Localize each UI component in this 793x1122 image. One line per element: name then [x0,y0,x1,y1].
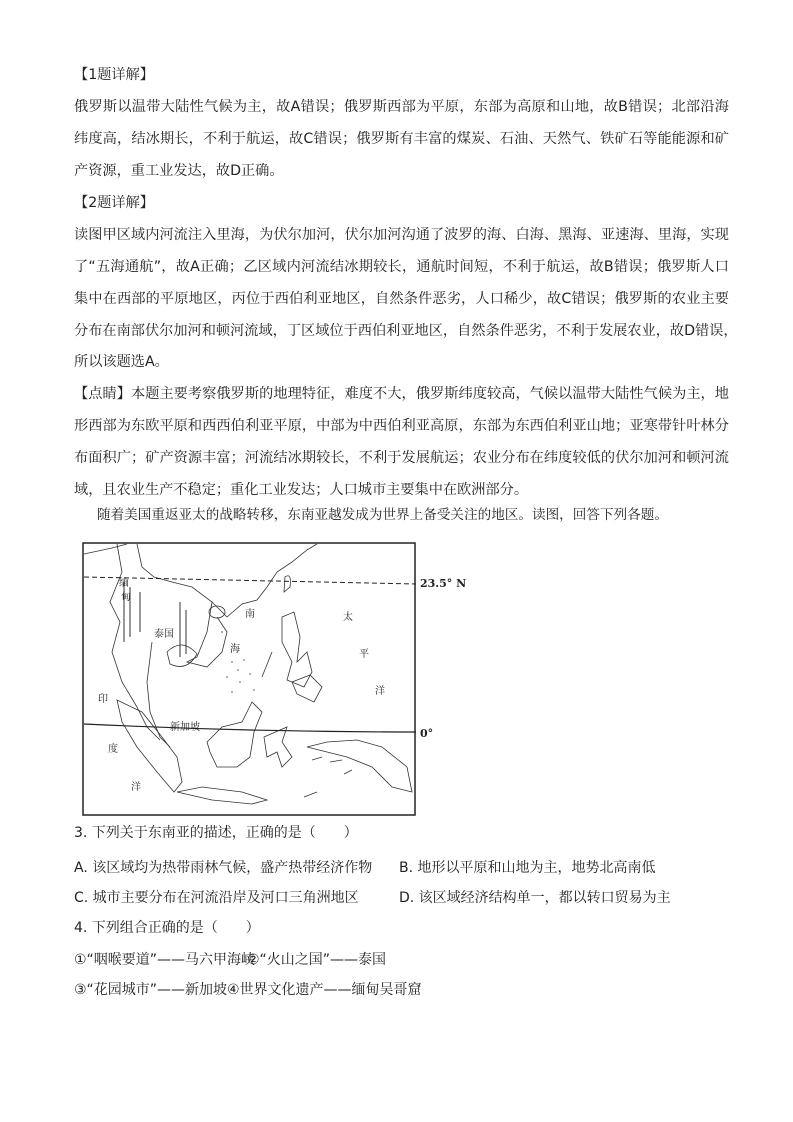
southeast-asia-map [82,542,418,817]
q1-line: 产资源，重工业发达，故D正确。 [74,163,284,179]
q3-stem: 3. 下列关于东南亚的描述，正确的是（ ） [74,825,358,841]
map-label-indian-ocean: 印 [98,694,108,705]
q2-line: 所以该题选A。 [74,354,169,370]
q4-item: ②“火山之国”——泰国 [247,952,387,968]
map-label-pacific: 洋 [375,686,385,697]
q2-line: 读图甲区域内河流注入里海，为伏尔加河，伏尔加河沟通了波罗的海、白海、黑海、亚速海、里海，实现 [74,227,729,243]
q4-item: ①“咽喉要道”——马六甲海峡 [74,952,256,968]
tip-line: 形西部为东欧平原和西西伯利亚平原，中部为中西伯利亚高原，东部为东西伯利亚山地；亚寒带针叶林分 [74,418,729,434]
q3-option-b[interactable]: B. 地形以平原和山地为主，地势北高南低 [399,860,656,876]
map-label-pacific: 太 [343,612,353,623]
intro-text: 随着美国重返亚太的战略转移，东南亚越发成为世界上备受关注的地区。读图，回答下列各题。 [97,507,668,523]
map-label-pacific: 平 [359,649,369,660]
q1-heading: 【1题详解】 [74,67,154,83]
q3-option-c[interactable]: C. 城市主要分布在河流沿岸及河口三角洲地区 [74,890,359,906]
q2-line: 分布在南部伏尔加河和顿河流域，丁区域位于西伯利亚地区，自然条件恶劣，不利于发展农业，故D错误， [74,323,738,339]
q2-line: 了“五海通航”，故A正确；乙区域内河流结冰期较长，通航时间短，不利于航运，故B错误；俄罗斯人口 [74,259,729,275]
q1-line: 俄罗斯以温带大陆性气候为主，故A错误；俄罗斯西部为平原，东部为高原和山地，故B错误；北部沿海 [74,99,729,115]
map-label-singapore: 新加坡 [170,722,200,733]
map-label-myanmar: 甸 [121,592,131,603]
map-label-thailand: 泰国 [154,629,174,640]
q1-line: 纬度高，结冰期长，不利于航运，故C错误；俄罗斯有丰富的煤炭、石油、天然气、铁矿石等能能源和矿 [74,131,729,147]
map-frame [83,543,415,815]
q2-heading: 【2题详解】 [74,195,154,211]
map-label-south-china-sea: 南 [245,609,255,620]
map-label-indian-ocean: 洋 [131,782,141,793]
map-label-myanmar: 缅 [119,578,129,589]
tip-line: 域，且农业生产不稳定；重化工业发达；人口城市主要集中在欧洲部分。 [74,482,529,498]
map-label-indian-ocean: 度 [108,744,118,755]
q2-line: 集中在西部的平原地区，丙位于西伯利亚地区，自然条件恶劣，人口稀少，故C错误；俄罗斯的农业主要 [74,291,729,307]
tip-line: 【点睛】本题主要考察俄罗斯的地理特征，难度不大，俄罗斯纬度较高，气候以温带大陆性气候为主，地 [74,386,729,402]
q3-option-a[interactable]: A. 该区域均为热带雨林气候，盛产热带经济作物 [74,860,373,876]
tip-line: 布面积广；矿产资源丰富；河流结冰期较长，不利于发展航运；农业分布在纬度较低的伏尔加河和顿河流 [74,450,729,466]
q4-item: ③“花园城市”——新加坡 [74,982,228,998]
q4-stem: 4. 下列组合正确的是（ ） [74,920,260,936]
equator-label: 0° [420,727,434,740]
q4-item: ④世界文化遗产——缅甸吴哥窟 [227,982,422,998]
map-label-south-china-sea: 海 [230,644,240,655]
tropic-label: 23.5° N [420,577,467,590]
q3-option-d[interactable]: D. 该区域经济结构单一，都以转口贸易为主 [399,890,671,906]
